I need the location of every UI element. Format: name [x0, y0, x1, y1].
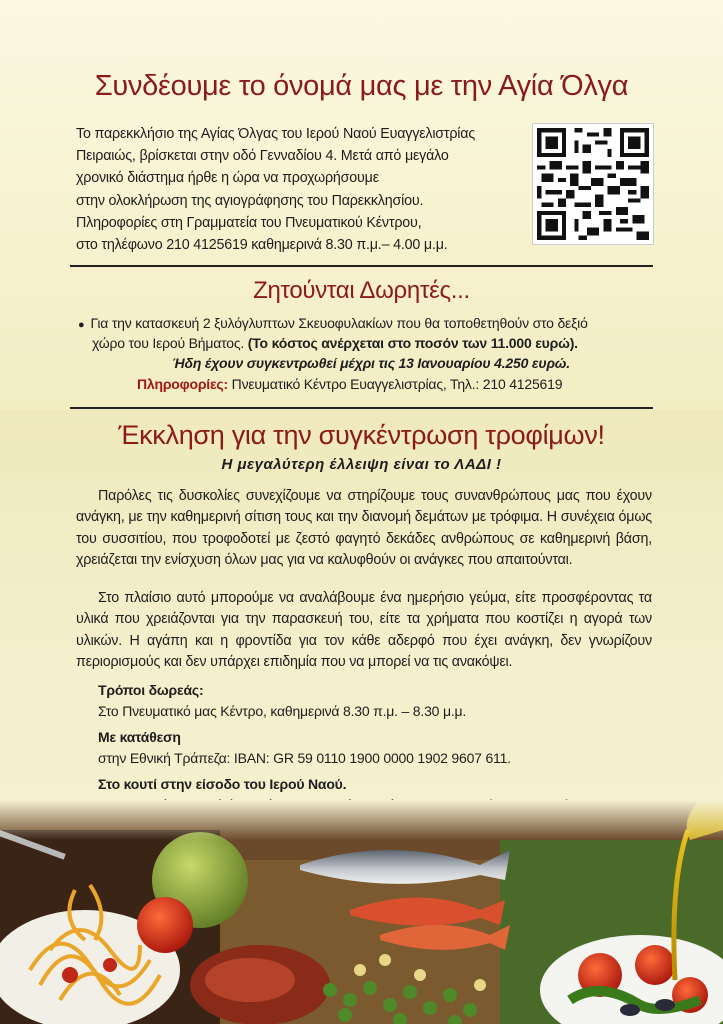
text-line: στο τηλέφωνο 210 4125619 καθημερινά 8.30 π.μ.– 4.00 μ.μ. [76, 237, 448, 254]
section-divider [70, 407, 653, 409]
qr-code-icon[interactable] [532, 123, 654, 245]
donors-cost: (Το κόστος ανέρχεται στο ποσόν των 11.000 ευρώ). [247, 335, 578, 351]
donors-text: Για την κατασκευή 2 ξυλόγλυπτων Σκευοφυλακίων που θα τοποθετηθούν στο δεξιό [90, 315, 588, 331]
food-paragraph-1: Παρόλες τις δυσκολίες συνεχίζουμε να στηρίζουμε τους συνανθρώπους μας που έχουν ανάγκη, με την καθημερινή σίτιση τους και την διανομή δεμάτων με τρόφιμα. Η συνέχεια όμως του συσσιτίου, που τροφοδοτεί με ζεστό φαγητό δεκάδες ανθρώπους σε καθημερινή βάση, χρειάζεται την ενίσχυση όλων μας για να καλυφθούν οι ανάγκες που απαιτούνται. [76, 488, 652, 569]
section-title-agia-olga: Συνδέουμε το όνομά μας με την Αγία Όλγα [94, 70, 629, 102]
text-line: στην ολοκλήρωση της αγιογράφησης του Παρεκκλησίου. [76, 192, 424, 209]
box-label: Στο κουτί στην είσοδο του Ιερού Ναού. [98, 776, 347, 792]
agia-olga-paragraph [76, 123, 521, 256]
text-line: χρονικό διάστημα ήρθε η ώρα να προχωρήσουμε [76, 170, 379, 187]
donation-ways-label: Τρόποι δωρεάς: [98, 682, 204, 698]
text-line: Πληροφορίες στη Γραμματεία του Πνευματικού Κέντρου, [76, 214, 422, 231]
section-divider [70, 265, 653, 267]
section-subtitle-oil: Η μεγαλύτερη έλλειψη είναι το ΛΑΔΙ ! [221, 456, 502, 473]
food-collage-image [0, 800, 723, 1024]
section-title-food-appeal: Έκκληση για την συγκέντρωση τροφίμων! [118, 420, 605, 450]
text-line: Πειραιώς, βρίσκεται στην οδό Γενναδίου 4. Μετά από μεγάλο [76, 148, 449, 165]
deposit-label: Με κατάθεση [98, 729, 181, 745]
info-label: Πληροφορίες: [137, 376, 228, 392]
food-paragraph-2: Στο πλαίσιο αυτό μπορούμε να αναλάβουμε ένα ημερήσιο γεύμα, είτε προσφέροντας τα υλικά που χρειάζονται για την παρασκευή του, είτε τα χρήματα που κοστίζει η αγορά των υλικών. Η αγάπη και η φροντίδα για τον κάθε αδερφό που έχει ανάγκη, δεν γνωρίζουν περιορισμούς και δεν υπάρχει επιδημία που να μπορεί να τις ανακόψει. [76, 590, 652, 671]
deposit-text: στην Εθνική Τράπεζα: IBAN: GR 59 0110 1900 0000 1902 9607 611. [98, 750, 511, 766]
bullet-icon: ● [78, 319, 85, 331]
info-text: Πνευματικό Κέντρο Ευαγγελιστρίας, Τηλ.: 210 4125619 [231, 376, 563, 392]
donors-collected: Ήδη έχουν συγκεντρωθεί μέχρι τις 13 Ιανουαρίου 4.250 ευρώ. [172, 355, 570, 371]
donors-text: χώρο του Ιερού Βήματος. [92, 335, 245, 351]
text-line: Το παρεκκλήσιο της Αγίας Όλγας του Ιερού Ναού Ευαγγελιστρίας [76, 126, 476, 142]
section-title-donors: Ζητούνται Δωρητές... [253, 277, 470, 304]
donation-ways-text: Στο Πνευματικό μας Κέντρο, καθημερινά 8.30 π.μ. – 8.30 μ.μ. [98, 703, 467, 719]
donors-line-1 [78, 313, 588, 335]
donors-line-2 [92, 333, 578, 353]
donors-info [137, 374, 562, 394]
